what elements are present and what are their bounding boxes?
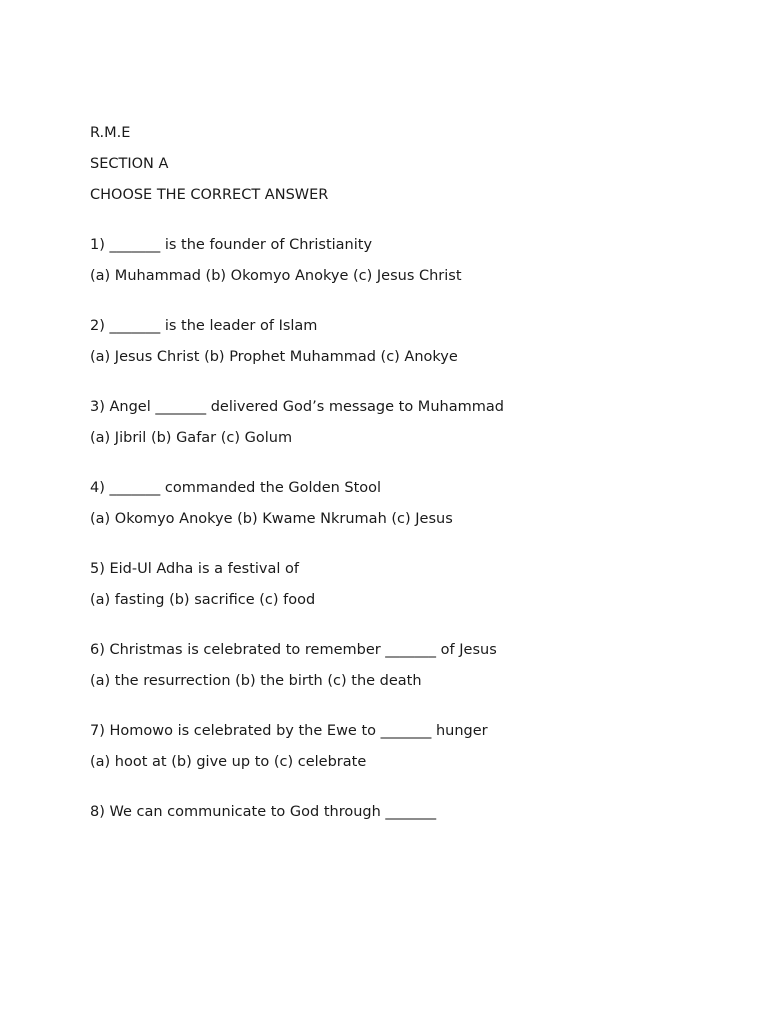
subject-heading: R.M.E — [90, 125, 131, 141]
question-5 — [90, 560, 730, 610]
answer-options: (a) Okomyo Anokye (b) Kwame Nkrumah (c) Jesus — [90, 511, 453, 527]
question-3 — [90, 398, 730, 448]
question-2 — [90, 317, 730, 367]
question-4 — [90, 479, 730, 529]
answer-options: (a) Jesus Christ (b) Prophet Muhammad (c) Anokye — [90, 349, 458, 365]
question-text: 8) We can communicate to God through _______ — [90, 804, 437, 820]
document-page — [90, 124, 730, 834]
question-text: 1) _______ is the founder of Christianity — [90, 237, 373, 253]
instruction-heading: CHOOSE THE CORRECT ANSWER — [90, 187, 329, 203]
question-6 — [90, 641, 730, 691]
question-text: 4) _______ commanded the Golden Stool — [90, 480, 382, 496]
question-1 — [90, 236, 730, 286]
question-text: 7) Homowo is celebrated by the Ewe to _______ hunger — [90, 723, 488, 739]
question-text: 2) _______ is the leader of Islam — [90, 318, 318, 334]
answer-options: (a) hoot at (b) give up to (c) celebrate — [90, 754, 367, 770]
section-heading: SECTION A — [90, 156, 169, 172]
answer-options: (a) fasting (b) sacrifice (c) food — [90, 592, 316, 608]
question-text: 6) Christmas is celebrated to remember _______ of Jesus — [90, 642, 497, 658]
question-7 — [90, 722, 730, 772]
answer-options: (a) Jibril (b) Gafar (c) Golum — [90, 430, 293, 446]
question-text: 5) Eid-Ul Adha is a festival of — [90, 561, 299, 577]
answer-options: (a) the resurrection (b) the birth (c) the death — [90, 673, 422, 689]
question-text: 3) Angel _______ delivered God’s message to Muhammad — [90, 399, 504, 415]
question-8 — [90, 803, 730, 822]
answer-options: (a) Muhammad (b) Okomyo Anokye (c) Jesus Christ — [90, 268, 462, 284]
